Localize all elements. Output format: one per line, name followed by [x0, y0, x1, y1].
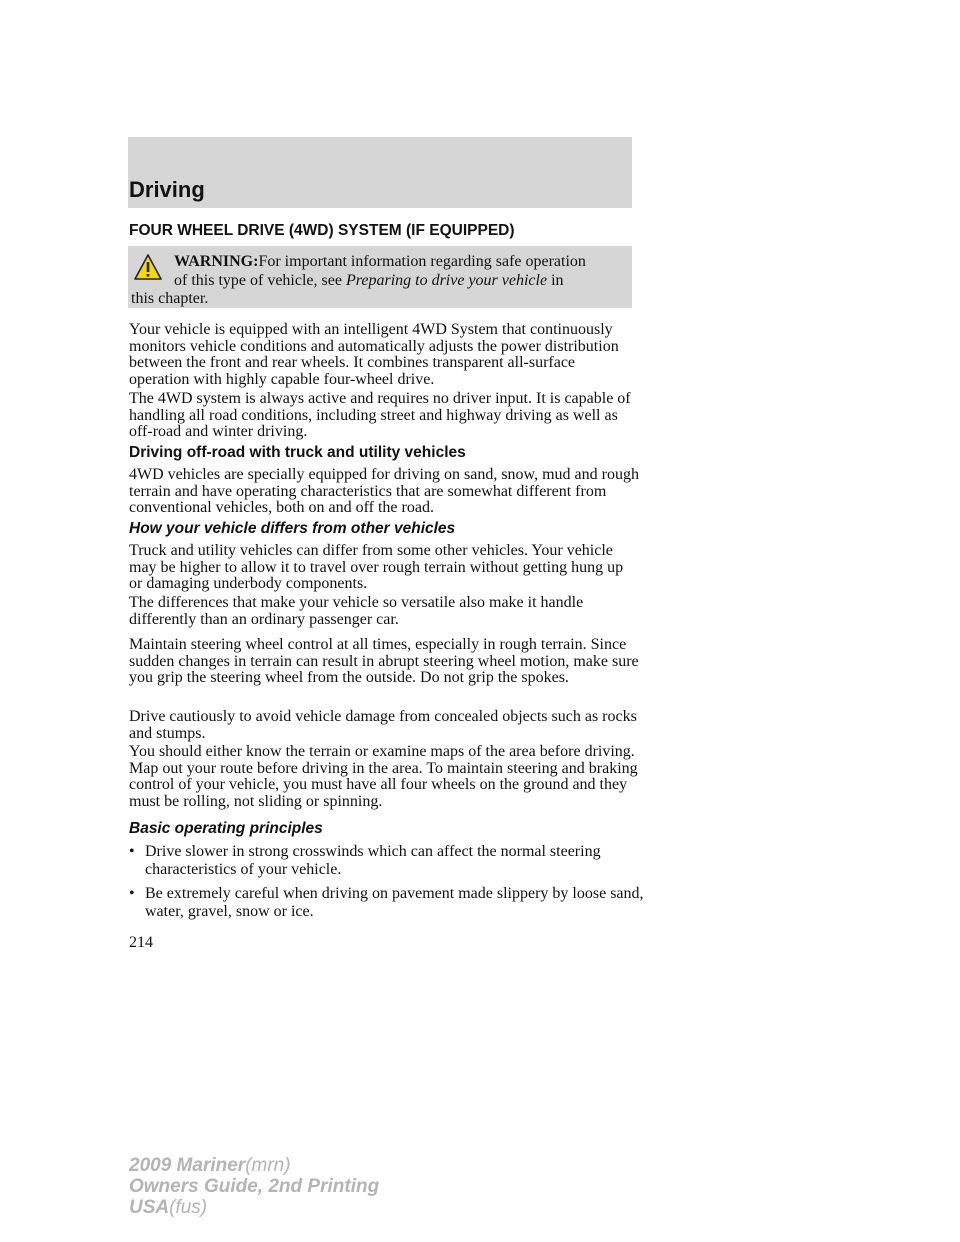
- footer-market-code: (fus): [169, 1197, 208, 1218]
- warning-cross-reference: Preparing to drive your vehicle: [345, 271, 548, 289]
- paragraph-truck-utility: Truck and utility vehicles can differ from some other vehicles. Your vehicle may be higher to allow it to travel over rough terrain without getting hung up or damaging underbody components.: [129, 542, 624, 593]
- paragraph-know-terrain: You should either know the terrain or examine maps of the area before driving. Map out your route before driving in the area. To maintain steering and braking control of your vehicle, you must have all four wheels on the ground and they must be rolling, not sliding or spinning.: [129, 743, 638, 810]
- warning-text: [131, 253, 631, 309]
- paragraph-steering-control: Maintain steering wheel control at all times, especially in rough terrain. Since sudden changes in terrain can result in abrupt steering wheel motion, make sure you grip the steering wheel from the outside. Do not grip the spokes.: [129, 636, 639, 687]
- paragraph-differences: The differences that make your vehicle so versatile also make it handle differently than an ordinary passenger car.: [129, 594, 584, 628]
- warning-line3: this chapter.: [131, 290, 209, 307]
- warning-line2-end: in: [547, 271, 564, 289]
- footer-model: 2009 Mariner: [129, 1155, 246, 1176]
- footer-guide: Owners Guide, 2nd Printing: [129, 1176, 380, 1197]
- footer-market: USA: [129, 1197, 170, 1218]
- bullet-marker: •: [129, 885, 135, 902]
- paragraph-always-active: The 4WD system is always active and requires no driver input. It is capable of handling all road conditions, including street and highway driving as well as off-road and winter driving.: [129, 390, 631, 441]
- warning-line1: For important information regarding safe operation: [258, 253, 586, 270]
- warning-label: WARNING:: [174, 253, 259, 270]
- paragraph-drive-cautiously: Drive cautiously to avoid vehicle damage from concealed objects such as rocks and stumps.: [129, 708, 637, 742]
- bullet-marker: •: [129, 843, 135, 860]
- section-title: Driving: [129, 177, 205, 202]
- page-number: 214: [129, 934, 153, 951]
- document-footer: [129, 1155, 379, 1218]
- paragraph-intelligent-4wd: Your vehicle is equipped with an intelligent 4WD System that continuously monitors vehicle conditions and automatically adjusts the power distribution between the front and rear wheels. It combines transparent all-surface operation with highly capable four-wheel drive.: [129, 321, 619, 388]
- bullet-slippery-pavement: Be extremely careful when driving on pavement made slippery by loose sand, water, gravel, snow or ice.: [145, 885, 644, 920]
- subheading-principles: Basic operating principles: [129, 820, 323, 837]
- footer-model-code: (mrn): [245, 1155, 291, 1176]
- paragraph-4wd-equipped: 4WD vehicles are specially equipped for driving on sand, snow, mud and rough terrain and have operating characteristics that are somewhat different from conventional vehicles, both on and off the road.: [129, 466, 639, 517]
- page-heading: FOUR WHEEL DRIVE (4WD) SYSTEM (IF EQUIPPED): [129, 222, 515, 239]
- warning-line2-start: of this type of vehicle, see: [174, 271, 346, 289]
- bullet-crosswinds: Drive slower in strong crosswinds which can affect the normal steering characteristics of your vehicle.: [145, 843, 601, 878]
- subheading-differs: How your vehicle differs from other vehicles: [129, 520, 456, 537]
- subheading-offroad: Driving off-road with truck and utility vehicles: [129, 444, 466, 461]
